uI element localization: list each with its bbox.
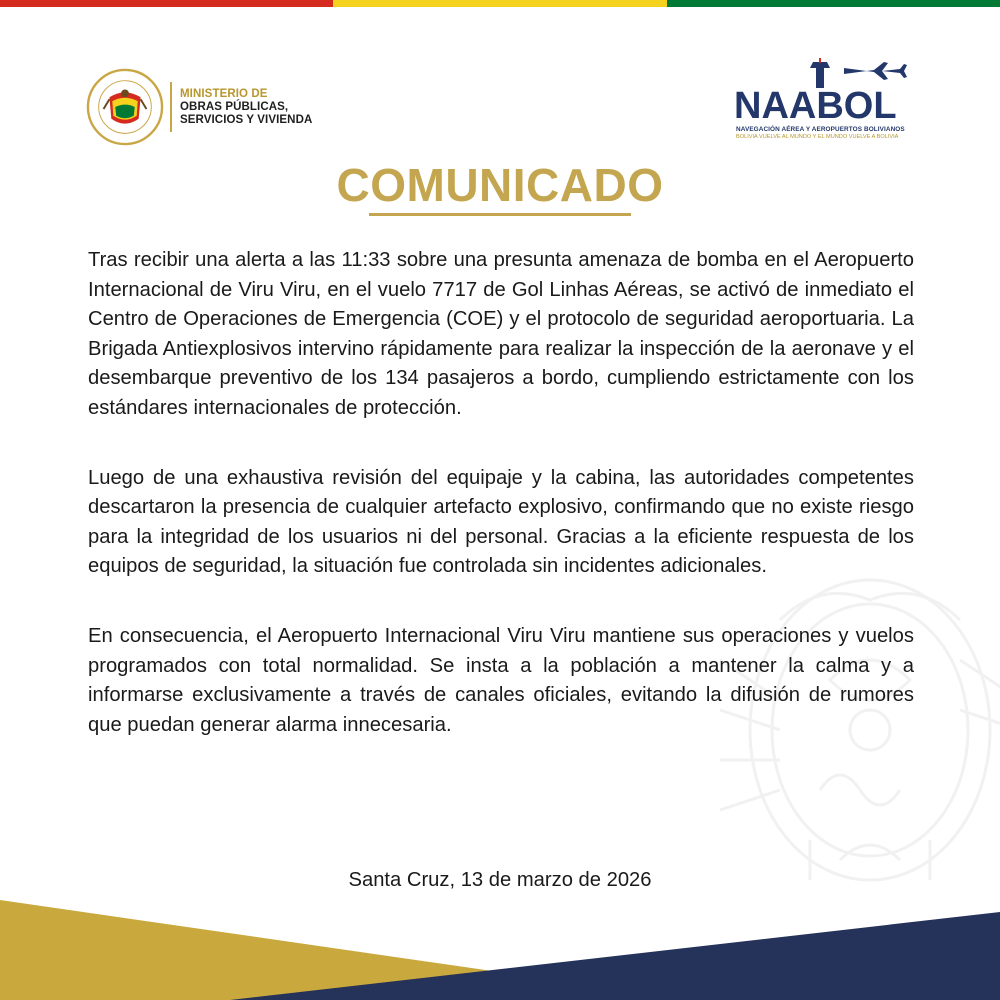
naabol-subtitle: NAVEGACIÓN AÉREA Y AEROPUERTOS BOLIVIANOS xyxy=(736,126,905,133)
ministry-name xyxy=(180,88,312,127)
flag-green xyxy=(667,0,1000,7)
title-underline xyxy=(369,213,631,216)
ministry-line-3: SERVICIOS Y VIVIENDA xyxy=(180,113,313,126)
flag-red xyxy=(0,0,333,7)
communique-body xyxy=(88,246,914,740)
ministry-divider xyxy=(170,82,172,132)
dateline: Santa Cruz, 13 de marzo de 2026 xyxy=(348,869,652,891)
naabol-logo xyxy=(730,58,920,148)
page-title: COMUNICADO xyxy=(336,159,664,211)
ministry-logo xyxy=(86,68,312,146)
ministry-line-2: OBRAS PÚBLICAS, xyxy=(180,100,289,113)
naabol-tagline: BOLIVIA VUELVE AL MUNDO Y EL MUNDO VUELVE A BOLIVIA xyxy=(736,134,899,140)
gold-navy-band xyxy=(0,890,1000,1000)
coat-of-arms-icon xyxy=(86,68,164,146)
paragraph-1: Tras recibir una alerta a las 11:33 sobre una presunta amenaza de bomba en el Aeropuerto Internacional de Viru Viru, en el vuelo 7717 de Gol Linhas Aéreas, se activó de inmediato el Centro de Operaciones de Emergencia (COE) y el protocolo de seguridad aeroportuaria. La Brigada Antiexplosivos intervino rápidamente para realizar la inspección de la aeronave y el desembarque preventivo de los 134 pasajeros a bordo, cumpliendo estrictamente con los estándares internacionales de protección. xyxy=(88,249,914,419)
paragraph-2: Luego de una exhaustiva revisión del equipaje y la cabina, las autoridades competentes descartaron la presencia de cualquier artefacto explosivo, confirmando que no existe riesgo para la integridad de los usuarios ni del personal. Gracias a la eficiente respuesta de los equipos de seguridad, la situación fue controlada sin incidentes adicionales. xyxy=(88,466,914,578)
paragraph-3: En consecuencia, el Aeropuerto Internacional Viru Viru mantiene sus operaciones y vuelos programados con total normalidad. Se insta a la población a mantener la calma y a informarse exclusivamente a través de canales oficiales, evitando la difusión de rumores que puedan generar alarma innecesaria. xyxy=(88,624,914,736)
flag-yellow xyxy=(333,0,666,7)
flag-stripe xyxy=(0,0,1000,7)
ministry-line-1: MINISTERIO DE xyxy=(180,87,268,100)
naabol-wordmark: NAABOL xyxy=(734,85,897,127)
